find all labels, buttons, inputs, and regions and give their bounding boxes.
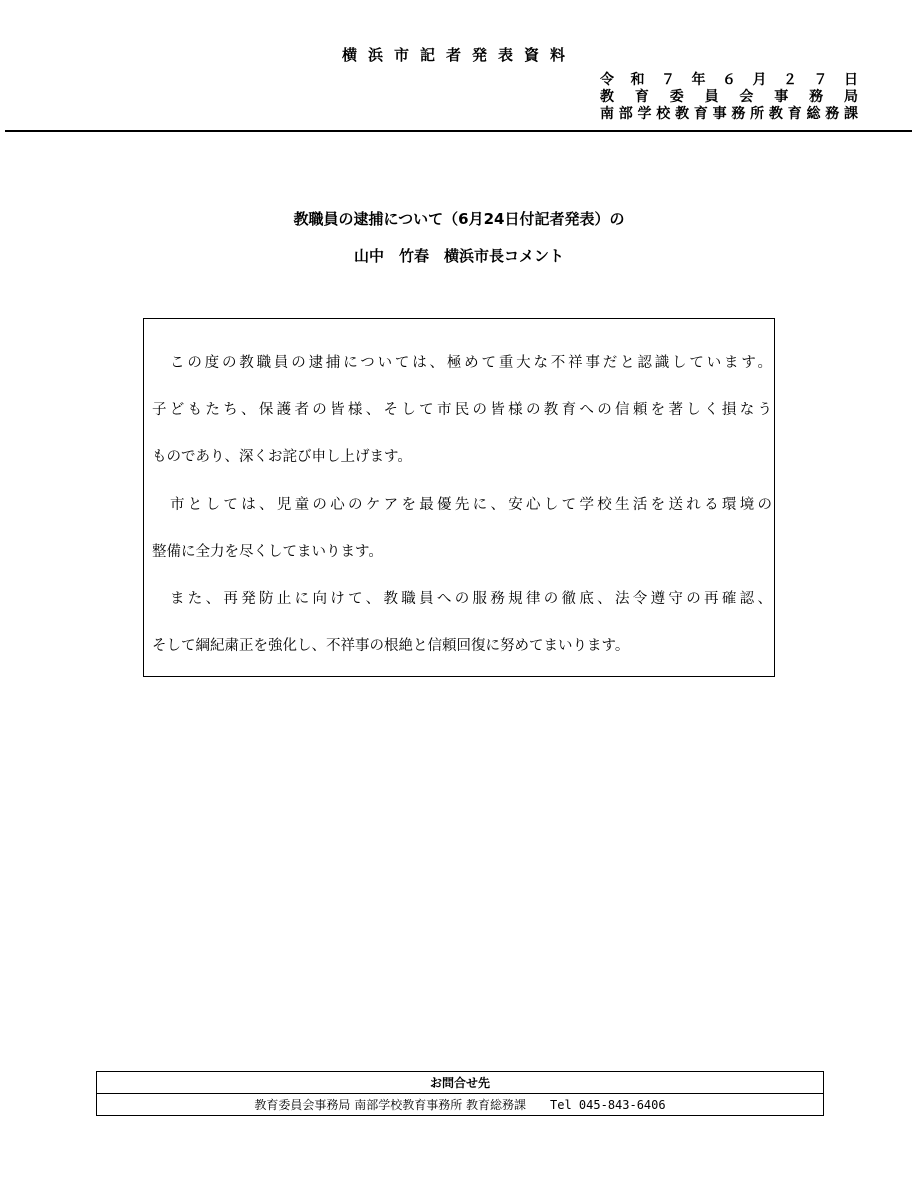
comment-line: 市としては、児童の心のケアを最優先に、安心して学校生活を送れる環境の — [170, 496, 772, 513]
document-subtitle: 山中 竹春 横浜市長コメント — [353, 247, 564, 265]
issuer-block — [600, 72, 858, 123]
release-date: 令和７年６月２７日 — [600, 72, 858, 88]
press-release-label: 横浜市記者発表資料 — [341, 46, 576, 64]
issuing-office: 教育委員会事務局 — [600, 89, 858, 105]
document-title: 教職員の逮捕について（6月24日付記者発表）の — [293, 210, 625, 228]
comment-line: そして綱紀粛正を強化し、不祥事の根絶と信頼回復に努めてまいります。 — [152, 638, 630, 655]
contact-heading: お問合せ先 — [97, 1072, 824, 1094]
header-divider — [5, 130, 912, 132]
comment-line: 子どもたち、保護者の皆様、そして市民の皆様の教育への信頼を著しく損なう — [152, 402, 772, 419]
comment-line: 整備に全力を尽くしてまいります。 — [152, 543, 383, 560]
contact-table — [96, 1071, 824, 1116]
comment-line: ものであり、深くお詫び申し上げます。 — [152, 449, 412, 466]
mayor-comment — [152, 340, 772, 670]
comment-line: この度の教職員の逮捕については、極めて重大な不祥事だと認識しています。 — [170, 355, 772, 371]
contact-details — [97, 1094, 824, 1116]
issuing-section: 南部学校教育事務所教育総務課 — [600, 106, 858, 122]
comment-line: また、再発防止に向けて、教職員への服務規律の徹底、法令遵守の再確認、 — [170, 590, 772, 607]
contact-phone: Tel 045-843-6406 — [550, 1098, 666, 1112]
contact-department: 教育委員会事務局 南部学校教育事務所 教育総務課 — [254, 1098, 527, 1112]
